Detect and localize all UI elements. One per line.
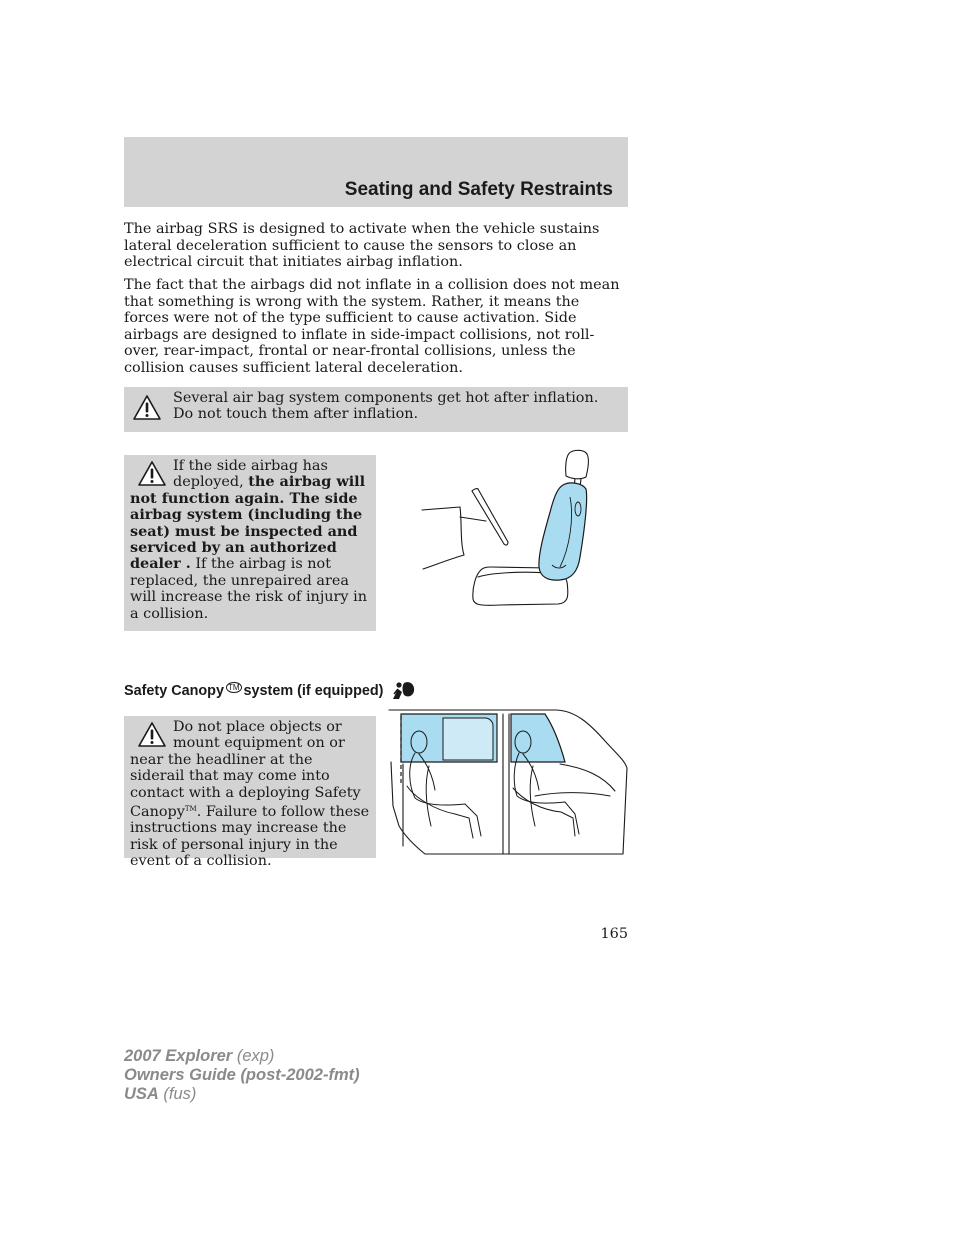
footer-model: 2007 Explorer (124, 1047, 233, 1065)
footer-line-3 (124, 1085, 360, 1104)
seat-airbag-illustration (420, 447, 595, 607)
warning-canopy-box (124, 716, 376, 870)
document-footer (124, 1047, 360, 1104)
footer-model-code: (exp) (232, 1047, 275, 1065)
footer-guide: Owners Guide (post-2002-fmt) (124, 1066, 360, 1084)
warning-canopy-part2: . Failure to follow these instructions may increase the risk of personal injury in the event of a collision. (130, 804, 370, 870)
trademark-symbol: TM (184, 805, 197, 814)
paragraph-activation: The airbag SRS is designed to activate when the vehicle sustains lateral deceleration sufficient to cause the sensors to close an electrical circuit that initiates airbag inflation. (124, 221, 600, 270)
section-header (124, 137, 628, 207)
page-number: 165 (600, 926, 628, 942)
warning-deployed-box (124, 455, 376, 631)
warning-deployed-bold: the airbag will not function again. The side airbag system (including the seat) must be inspected and serviced by an authorized dealer . (130, 473, 366, 573)
heading-part1: Safety Canopy (124, 683, 224, 699)
section-title: Seating and Safety Restraints (344, 179, 613, 200)
footer-line-1 (124, 1047, 360, 1066)
warning-triangle-icon (130, 458, 173, 488)
footer-line-2 (124, 1066, 360, 1085)
paragraph-no-inflate: The fact that the airbags did not inflate in a collision does not mean that something is wrong with the system. Rather, it means the forces were not of the type sufficient to cause activation. Side airbags are designed to inflate in side-impact collisions, not roll-over, rear-impact, frontal or near-frontal collisions, unless the collision causes sufficient lateral deceleration. (124, 277, 620, 376)
airbag-seat-icon (390, 679, 416, 701)
warning-triangle-icon (130, 719, 173, 749)
warning-canopy-part1: Do not place objects or mount equipment on or near the headliner at the siderail that may come into contact with a deploying Safety Canopy (130, 719, 361, 821)
warning-triangle-icon (132, 394, 162, 421)
heading-part2: system (if equipped) (243, 683, 384, 699)
footer-market-code: (fus) (158, 1085, 197, 1103)
safety-canopy-heading (124, 679, 416, 701)
warning-hot-box (124, 387, 628, 432)
warning-deployed-part1: If the side airbag has deployed, (173, 458, 328, 491)
safety-canopy-illustration (385, 706, 630, 858)
trademark-symbol: TM (227, 683, 240, 692)
footer-market: USA (124, 1085, 159, 1103)
warning-deployed-part2: If the airbag is not replaced, the unrepaired area will increase the risk of injury in a collision. (130, 556, 368, 622)
warning-hot-text: Several air bag system components get hot after inflation. Do not touch them after inflation. (173, 390, 599, 423)
